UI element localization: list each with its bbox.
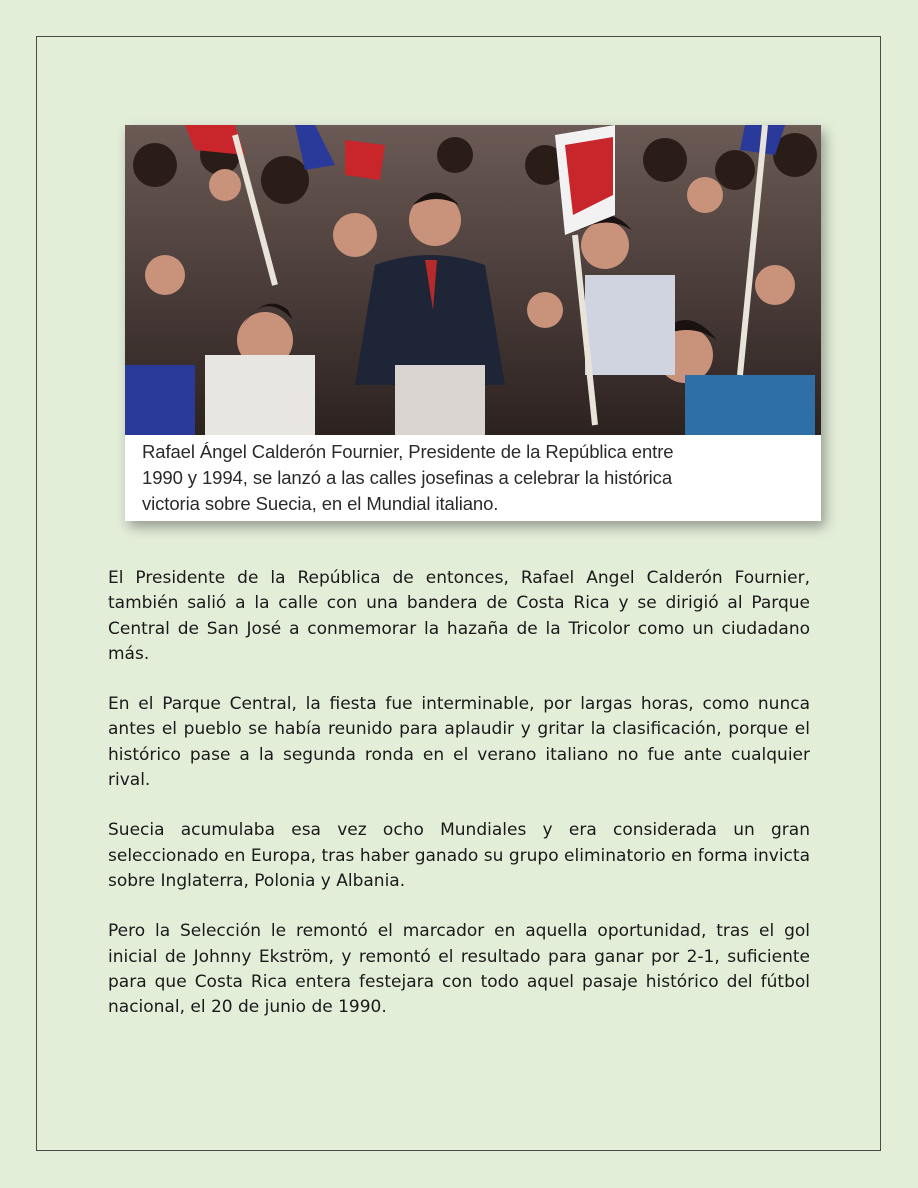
article-paragraph: Pero la Selección le remontó el marcador en aquella oportunidad, tras el gol inicial de Johnny Ekström, y remontó el resultado para ganar por 2-1, suficiente para que Costa Rica entera festejara con todo aquel pasaje histórico del fútbol nacional, el 20 de junio de 1990. (108, 921, 810, 1018)
article-body (108, 566, 810, 1045)
caption-line: Rafael Ángel Calderón Fournier, Presidente de la República entre (142, 441, 674, 462)
photo-caption (142, 439, 812, 517)
article-paragraph: Suecia acumulaba esa vez ocho Mundiales y era considerada un gran seleccionado en Europa, tras haber ganado su grupo eliminatorio en forma invicta sobre Inglaterra, Polonia y Albania. (108, 820, 810, 891)
crowd-celebration-photo (125, 125, 821, 435)
article-paragraph: El Presidente de la República de entonces, Rafael Angel Calderón Fournier, también salió a la calle con una bandera de Costa Rica y se dirigió al Parque Central de San José a conmemorar la hazaña de la Tricolor como un ciudadano más. (108, 568, 810, 664)
news-clipping (125, 125, 821, 521)
caption-line: 1990 y 1994, se lanzó a las calles josefinas a celebrar la histórica (142, 467, 673, 488)
article-paragraph: En el Parque Central, la fiesta fue interminable, por largas horas, como nunca antes el pueblo se había reunido para aplaudir y gritar la clasificación, porque el histórico pase a la segunda ronda en el verano italiano no fue ante cualquier rival. (108, 694, 810, 791)
caption-line: victoria sobre Suecia, en el Mundial italiano. (142, 493, 499, 514)
